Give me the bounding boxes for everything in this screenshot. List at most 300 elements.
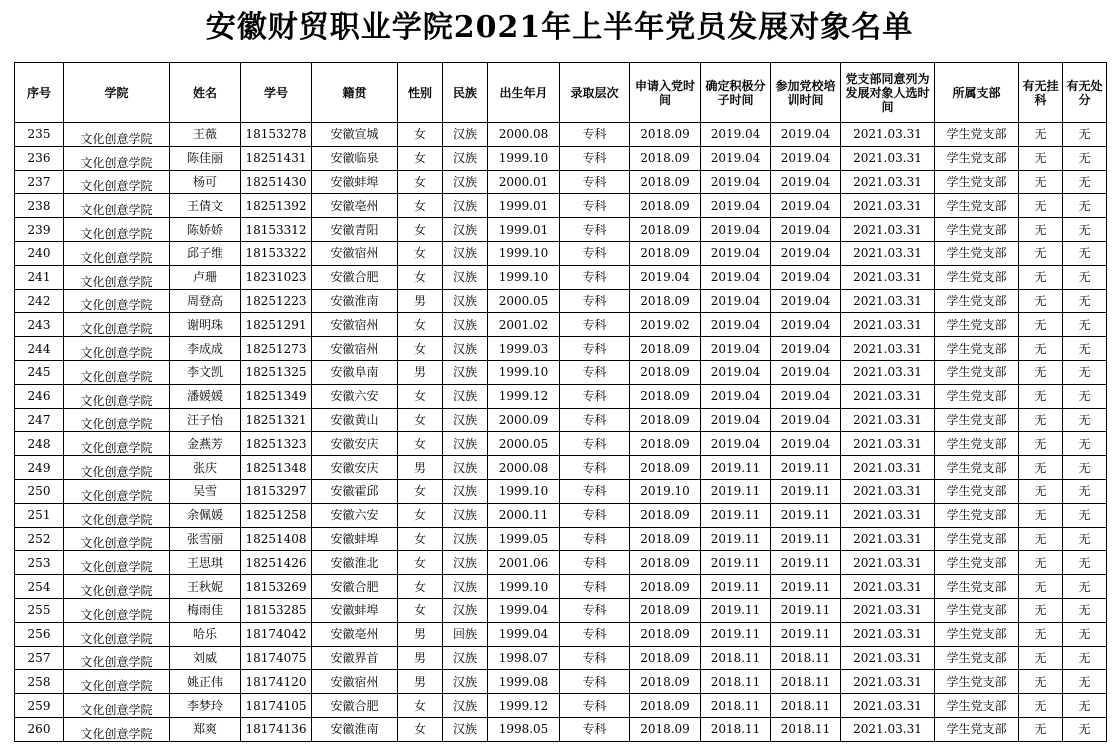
cell-student-id: 18174075 xyxy=(241,646,312,670)
cell-apply-date: 2018.09 xyxy=(630,360,701,384)
cell-approval-date: 2021.03.31 xyxy=(841,646,935,670)
table-row xyxy=(15,646,1107,670)
table-row xyxy=(15,289,1107,313)
cell-ethnicity: 汉族 xyxy=(443,575,488,599)
cell-activist-date: 2019.11 xyxy=(701,456,771,480)
cell-hometown: 安徽蚌埠 xyxy=(312,598,398,622)
cell-failed-courses: 无 xyxy=(1019,289,1063,313)
cell-ethnicity: 汉族 xyxy=(443,527,488,551)
cell-birth: 1999.03 xyxy=(488,337,560,361)
table-row xyxy=(15,313,1107,337)
cell-apply-date: 2018.09 xyxy=(630,670,701,694)
cell-apply-date: 2018.09 xyxy=(630,146,701,170)
cell-training-date: 2019.11 xyxy=(771,503,841,527)
cell-gender: 女 xyxy=(398,194,443,218)
cell-index: 247 xyxy=(15,408,64,432)
cell-college: 文化创意学院 xyxy=(64,241,170,265)
cell-college: 文化创意学院 xyxy=(64,575,170,599)
cell-student-id: 18174042 xyxy=(241,622,312,646)
cell-birth: 1999.12 xyxy=(488,384,560,408)
cell-disciplinary: 无 xyxy=(1063,289,1107,313)
cell-college: 文化创意学院 xyxy=(64,218,170,242)
cell-failed-courses: 无 xyxy=(1019,384,1063,408)
table-body xyxy=(15,123,1107,742)
cell-disciplinary: 无 xyxy=(1063,646,1107,670)
cell-training-date: 2019.11 xyxy=(771,575,841,599)
cell-ethnicity: 汉族 xyxy=(443,384,488,408)
cell-hometown: 安徽宿州 xyxy=(312,313,398,337)
cell-approval-date: 2021.03.31 xyxy=(841,265,935,289)
cell-training-date: 2019.04 xyxy=(771,146,841,170)
cell-college: 文化创意学院 xyxy=(64,479,170,503)
cell-birth: 2000.09 xyxy=(488,408,560,432)
cell-approval-date: 2021.03.31 xyxy=(841,408,935,432)
cell-training-date: 2019.04 xyxy=(771,408,841,432)
cell-branch: 学生党支部 xyxy=(935,241,1019,265)
cell-training-date: 2019.04 xyxy=(771,265,841,289)
cell-index: 254 xyxy=(15,575,64,599)
cell-approval-date: 2021.03.31 xyxy=(841,360,935,384)
cell-activist-date: 2018.11 xyxy=(701,670,771,694)
cell-disciplinary: 无 xyxy=(1063,503,1107,527)
cell-index: 237 xyxy=(15,170,64,194)
cell-level: 专科 xyxy=(560,527,630,551)
cell-index: 259 xyxy=(15,694,64,718)
table-row xyxy=(15,717,1107,741)
cell-activist-date: 2019.11 xyxy=(701,551,771,575)
table-row xyxy=(15,241,1107,265)
table-row xyxy=(15,527,1107,551)
cell-student-id: 18153322 xyxy=(241,241,312,265)
cell-ethnicity: 汉族 xyxy=(443,218,488,242)
cell-name: 王倩文 xyxy=(170,194,241,218)
cell-college: 文化创意学院 xyxy=(64,694,170,718)
cell-hometown: 安徽宿州 xyxy=(312,337,398,361)
cell-training-date: 2019.11 xyxy=(771,456,841,480)
cell-branch: 学生党支部 xyxy=(935,551,1019,575)
cell-index: 251 xyxy=(15,503,64,527)
cell-student-id: 18231023 xyxy=(241,265,312,289)
cell-student-id: 18251223 xyxy=(241,289,312,313)
cell-disciplinary: 无 xyxy=(1063,313,1107,337)
cell-branch: 学生党支部 xyxy=(935,408,1019,432)
cell-apply-date: 2018.09 xyxy=(630,527,701,551)
cell-approval-date: 2021.03.31 xyxy=(841,313,935,337)
cell-index: 257 xyxy=(15,646,64,670)
cell-disciplinary: 无 xyxy=(1063,241,1107,265)
cell-index: 260 xyxy=(15,717,64,741)
cell-failed-courses: 无 xyxy=(1019,360,1063,384)
cell-index: 255 xyxy=(15,598,64,622)
cell-hometown: 安徽亳州 xyxy=(312,194,398,218)
cell-failed-courses: 无 xyxy=(1019,694,1063,718)
cell-approval-date: 2021.03.31 xyxy=(841,670,935,694)
cell-activist-date: 2019.11 xyxy=(701,503,771,527)
cell-hometown: 安徽六安 xyxy=(312,384,398,408)
cell-apply-date: 2018.09 xyxy=(630,456,701,480)
cell-gender: 女 xyxy=(398,408,443,432)
table-row xyxy=(15,123,1107,147)
cell-disciplinary: 无 xyxy=(1063,408,1107,432)
table-row xyxy=(15,503,1107,527)
cell-activist-date: 2019.04 xyxy=(701,170,771,194)
header-level: 录取层次 xyxy=(560,63,630,123)
cell-name: 哈乐 xyxy=(170,622,241,646)
cell-name: 谢明珠 xyxy=(170,313,241,337)
cell-approval-date: 2021.03.31 xyxy=(841,598,935,622)
cell-ethnicity: 汉族 xyxy=(443,432,488,456)
cell-gender: 男 xyxy=(398,360,443,384)
cell-apply-date: 2018.09 xyxy=(630,717,701,741)
cell-level: 专科 xyxy=(560,598,630,622)
cell-ethnicity: 汉族 xyxy=(443,194,488,218)
cell-apply-date: 2018.09 xyxy=(630,337,701,361)
cell-training-date: 2019.04 xyxy=(771,289,841,313)
cell-student-id: 18251348 xyxy=(241,456,312,480)
cell-activist-date: 2019.04 xyxy=(701,241,771,265)
cell-approval-date: 2021.03.31 xyxy=(841,575,935,599)
cell-student-id: 18251426 xyxy=(241,551,312,575)
cell-gender: 女 xyxy=(398,598,443,622)
cell-apply-date: 2018.09 xyxy=(630,646,701,670)
cell-disciplinary: 无 xyxy=(1063,598,1107,622)
cell-approval-date: 2021.03.31 xyxy=(841,717,935,741)
table-row xyxy=(15,408,1107,432)
cell-training-date: 2019.04 xyxy=(771,123,841,147)
cell-apply-date: 2018.09 xyxy=(630,503,701,527)
cell-disciplinary: 无 xyxy=(1063,146,1107,170)
cell-apply-date: 2018.09 xyxy=(630,123,701,147)
cell-ethnicity: 汉族 xyxy=(443,503,488,527)
cell-hometown: 安徽宿州 xyxy=(312,670,398,694)
cell-birth: 2000.08 xyxy=(488,456,560,480)
cell-failed-courses: 无 xyxy=(1019,337,1063,361)
cell-training-date: 2019.04 xyxy=(771,194,841,218)
table-row xyxy=(15,265,1107,289)
cell-training-date: 2019.11 xyxy=(771,527,841,551)
cell-hometown: 安徽阜南 xyxy=(312,360,398,384)
cell-training-date: 2018.11 xyxy=(771,670,841,694)
cell-level: 专科 xyxy=(560,503,630,527)
cell-birth: 2000.08 xyxy=(488,123,560,147)
cell-apply-date: 2018.09 xyxy=(630,432,701,456)
cell-approval-date: 2021.03.31 xyxy=(841,622,935,646)
cell-index: 239 xyxy=(15,218,64,242)
cell-approval-date: 2021.03.31 xyxy=(841,170,935,194)
cell-approval-date: 2021.03.31 xyxy=(841,432,935,456)
cell-branch: 学生党支部 xyxy=(935,313,1019,337)
cell-college: 文化创意学院 xyxy=(64,646,170,670)
cell-disciplinary: 无 xyxy=(1063,432,1107,456)
cell-level: 专科 xyxy=(560,123,630,147)
cell-level: 专科 xyxy=(560,479,630,503)
cell-level: 专科 xyxy=(560,670,630,694)
cell-training-date: 2019.11 xyxy=(771,551,841,575)
cell-approval-date: 2021.03.31 xyxy=(841,194,935,218)
cell-disciplinary: 无 xyxy=(1063,337,1107,361)
cell-disciplinary: 无 xyxy=(1063,218,1107,242)
cell-apply-date: 2018.09 xyxy=(630,384,701,408)
cell-training-date: 2019.04 xyxy=(771,241,841,265)
cell-gender: 女 xyxy=(398,575,443,599)
cell-hometown: 安徽蚌埠 xyxy=(312,170,398,194)
cell-branch: 学生党支部 xyxy=(935,646,1019,670)
cell-activist-date: 2019.04 xyxy=(701,313,771,337)
cell-hometown: 安徽淮南 xyxy=(312,289,398,313)
cell-college: 文化创意学院 xyxy=(64,313,170,337)
cell-disciplinary: 无 xyxy=(1063,456,1107,480)
cell-activist-date: 2019.04 xyxy=(701,408,771,432)
cell-birth: 2001.06 xyxy=(488,551,560,575)
table-row xyxy=(15,456,1107,480)
cell-activist-date: 2019.04 xyxy=(701,194,771,218)
table-row xyxy=(15,360,1107,384)
cell-training-date: 2018.11 xyxy=(771,694,841,718)
table-row xyxy=(15,622,1107,646)
cell-college: 文化创意学院 xyxy=(64,194,170,218)
cell-apply-date: 2018.09 xyxy=(630,289,701,313)
header-gender: 性别 xyxy=(398,63,443,123)
cell-failed-courses: 无 xyxy=(1019,241,1063,265)
cell-student-id: 18251392 xyxy=(241,194,312,218)
cell-hometown: 安徽霍邱 xyxy=(312,479,398,503)
cell-name: 杨可 xyxy=(170,170,241,194)
cell-apply-date: 2018.09 xyxy=(630,241,701,265)
cell-failed-courses: 无 xyxy=(1019,432,1063,456)
cell-name: 陈佳丽 xyxy=(170,146,241,170)
cell-index: 250 xyxy=(15,479,64,503)
cell-branch: 学生党支部 xyxy=(935,146,1019,170)
table-row xyxy=(15,218,1107,242)
cell-student-id: 18251431 xyxy=(241,146,312,170)
cell-gender: 女 xyxy=(398,527,443,551)
cell-name: 张雪丽 xyxy=(170,527,241,551)
cell-failed-courses: 无 xyxy=(1019,575,1063,599)
header-approval-date: 党支部同意列为发展对象人选时间 xyxy=(841,63,935,123)
cell-level: 专科 xyxy=(560,646,630,670)
cell-birth: 1999.04 xyxy=(488,598,560,622)
cell-gender: 女 xyxy=(398,503,443,527)
cell-birth: 1999.10 xyxy=(488,360,560,384)
cell-name: 梅雨佳 xyxy=(170,598,241,622)
cell-student-id: 18251408 xyxy=(241,527,312,551)
cell-ethnicity: 汉族 xyxy=(443,551,488,575)
cell-level: 专科 xyxy=(560,313,630,337)
cell-apply-date: 2018.09 xyxy=(630,218,701,242)
cell-activist-date: 2019.11 xyxy=(701,479,771,503)
cell-activist-date: 2019.04 xyxy=(701,289,771,313)
cell-birth: 1999.10 xyxy=(488,265,560,289)
header-hometown: 籍贯 xyxy=(312,63,398,123)
cell-activist-date: 2019.04 xyxy=(701,265,771,289)
cell-name: 郑爽 xyxy=(170,717,241,741)
cell-name: 王秋妮 xyxy=(170,575,241,599)
table-row xyxy=(15,551,1107,575)
header-name: 姓名 xyxy=(170,63,241,123)
cell-approval-date: 2021.03.31 xyxy=(841,503,935,527)
table-row xyxy=(15,575,1107,599)
cell-student-id: 18251323 xyxy=(241,432,312,456)
cell-hometown: 安徽青阳 xyxy=(312,218,398,242)
cell-branch: 学生党支部 xyxy=(935,456,1019,480)
cell-failed-courses: 无 xyxy=(1019,313,1063,337)
cell-gender: 男 xyxy=(398,670,443,694)
cell-branch: 学生党支部 xyxy=(935,218,1019,242)
cell-activist-date: 2019.04 xyxy=(701,218,771,242)
header-disciplinary: 有无处分 xyxy=(1063,63,1107,123)
cell-ethnicity: 汉族 xyxy=(443,456,488,480)
cell-index: 243 xyxy=(15,313,64,337)
cell-level: 专科 xyxy=(560,360,630,384)
cell-activist-date: 2019.11 xyxy=(701,527,771,551)
cell-gender: 女 xyxy=(398,313,443,337)
header-row xyxy=(15,63,1107,123)
cell-training-date: 2019.04 xyxy=(771,384,841,408)
cell-level: 专科 xyxy=(560,241,630,265)
table-row xyxy=(15,146,1107,170)
document-title: 安徽财贸职业学院2021年上半年党员发展对象名单 xyxy=(205,10,914,45)
cell-ethnicity: 汉族 xyxy=(443,694,488,718)
cell-gender: 男 xyxy=(398,646,443,670)
cell-branch: 学生党支部 xyxy=(935,479,1019,503)
cell-ethnicity: 汉族 xyxy=(443,241,488,265)
cell-disciplinary: 无 xyxy=(1063,551,1107,575)
table-row xyxy=(15,384,1107,408)
cell-birth: 1998.05 xyxy=(488,717,560,741)
cell-student-id: 18153269 xyxy=(241,575,312,599)
cell-index: 252 xyxy=(15,527,64,551)
cell-approval-date: 2021.03.31 xyxy=(841,218,935,242)
cell-name: 余佩媛 xyxy=(170,503,241,527)
cell-student-id: 18153297 xyxy=(241,479,312,503)
header-student-id: 学号 xyxy=(241,63,312,123)
cell-college: 文化创意学院 xyxy=(64,503,170,527)
cell-disciplinary: 无 xyxy=(1063,479,1107,503)
cell-failed-courses: 无 xyxy=(1019,622,1063,646)
cell-birth: 1998.07 xyxy=(488,646,560,670)
cell-student-id: 18251321 xyxy=(241,408,312,432)
cell-disciplinary: 无 xyxy=(1063,622,1107,646)
cell-index: 253 xyxy=(15,551,64,575)
cell-college: 文化创意学院 xyxy=(64,717,170,741)
cell-college: 文化创意学院 xyxy=(64,123,170,147)
cell-gender: 女 xyxy=(398,479,443,503)
cell-apply-date: 2018.09 xyxy=(630,622,701,646)
cell-gender: 女 xyxy=(398,170,443,194)
cell-disciplinary: 无 xyxy=(1063,384,1107,408)
cell-hometown: 安徽临泉 xyxy=(312,146,398,170)
cell-name: 王薇 xyxy=(170,123,241,147)
cell-gender: 女 xyxy=(398,337,443,361)
cell-disciplinary: 无 xyxy=(1063,265,1107,289)
cell-level: 专科 xyxy=(560,717,630,741)
cell-ethnicity: 汉族 xyxy=(443,123,488,147)
cell-birth: 2000.11 xyxy=(488,503,560,527)
cell-disciplinary: 无 xyxy=(1063,694,1107,718)
cell-training-date: 2019.04 xyxy=(771,313,841,337)
cell-name: 张庆 xyxy=(170,456,241,480)
table-row xyxy=(15,670,1107,694)
table-row xyxy=(15,694,1107,718)
cell-branch: 学生党支部 xyxy=(935,384,1019,408)
cell-apply-date: 2018.09 xyxy=(630,575,701,599)
cell-ethnicity: 汉族 xyxy=(443,479,488,503)
cell-birth: 1999.10 xyxy=(488,479,560,503)
cell-birth: 1999.10 xyxy=(488,241,560,265)
cell-failed-courses: 无 xyxy=(1019,527,1063,551)
cell-college: 文化创意学院 xyxy=(64,384,170,408)
cell-activist-date: 2019.04 xyxy=(701,337,771,361)
cell-level: 专科 xyxy=(560,146,630,170)
cell-failed-courses: 无 xyxy=(1019,646,1063,670)
cell-ethnicity: 汉族 xyxy=(443,408,488,432)
cell-hometown: 安徽合肥 xyxy=(312,575,398,599)
header-failed-courses: 有无挂科 xyxy=(1019,63,1063,123)
cell-branch: 学生党支部 xyxy=(935,598,1019,622)
cell-apply-date: 2018.09 xyxy=(630,598,701,622)
cell-level: 专科 xyxy=(560,218,630,242)
cell-branch: 学生党支部 xyxy=(935,289,1019,313)
cell-approval-date: 2021.03.31 xyxy=(841,337,935,361)
cell-failed-courses: 无 xyxy=(1019,479,1063,503)
cell-failed-courses: 无 xyxy=(1019,265,1063,289)
header-branch: 所属支部 xyxy=(935,63,1019,123)
cell-hometown: 安徽淮南 xyxy=(312,717,398,741)
cell-disciplinary: 无 xyxy=(1063,123,1107,147)
cell-birth: 1999.01 xyxy=(488,194,560,218)
table-row xyxy=(15,170,1107,194)
cell-name: 李成成 xyxy=(170,337,241,361)
cell-index: 240 xyxy=(15,241,64,265)
cell-training-date: 2019.11 xyxy=(771,622,841,646)
cell-gender: 男 xyxy=(398,456,443,480)
cell-level: 专科 xyxy=(560,551,630,575)
cell-training-date: 2019.11 xyxy=(771,479,841,503)
cell-birth: 1999.10 xyxy=(488,575,560,599)
cell-student-id: 18251349 xyxy=(241,384,312,408)
cell-birth: 1999.01 xyxy=(488,218,560,242)
cell-branch: 学生党支部 xyxy=(935,527,1019,551)
cell-branch: 学生党支部 xyxy=(935,170,1019,194)
cell-ethnicity: 汉族 xyxy=(443,337,488,361)
cell-name: 李梦玲 xyxy=(170,694,241,718)
table-row xyxy=(15,194,1107,218)
cell-disciplinary: 无 xyxy=(1063,170,1107,194)
cell-name: 卢珊 xyxy=(170,265,241,289)
cell-hometown: 安徽淮北 xyxy=(312,551,398,575)
cell-apply-date: 2018.09 xyxy=(630,694,701,718)
cell-hometown: 安徽合肥 xyxy=(312,694,398,718)
cell-college: 文化创意学院 xyxy=(64,432,170,456)
header-index: 序号 xyxy=(15,63,64,123)
cell-failed-courses: 无 xyxy=(1019,598,1063,622)
cell-branch: 学生党支部 xyxy=(935,360,1019,384)
cell-branch: 学生党支部 xyxy=(935,503,1019,527)
cell-student-id: 18251430 xyxy=(241,170,312,194)
cell-gender: 女 xyxy=(398,717,443,741)
table-row xyxy=(15,479,1107,503)
cell-college: 文化创意学院 xyxy=(64,527,170,551)
cell-gender: 女 xyxy=(398,551,443,575)
cell-approval-date: 2021.03.31 xyxy=(841,527,935,551)
cell-gender: 女 xyxy=(398,694,443,718)
cell-failed-courses: 无 xyxy=(1019,218,1063,242)
cell-approval-date: 2021.03.31 xyxy=(841,289,935,313)
cell-ethnicity: 汉族 xyxy=(443,717,488,741)
cell-name: 邱子维 xyxy=(170,241,241,265)
cell-apply-date: 2018.09 xyxy=(630,551,701,575)
cell-name: 姚正伟 xyxy=(170,670,241,694)
